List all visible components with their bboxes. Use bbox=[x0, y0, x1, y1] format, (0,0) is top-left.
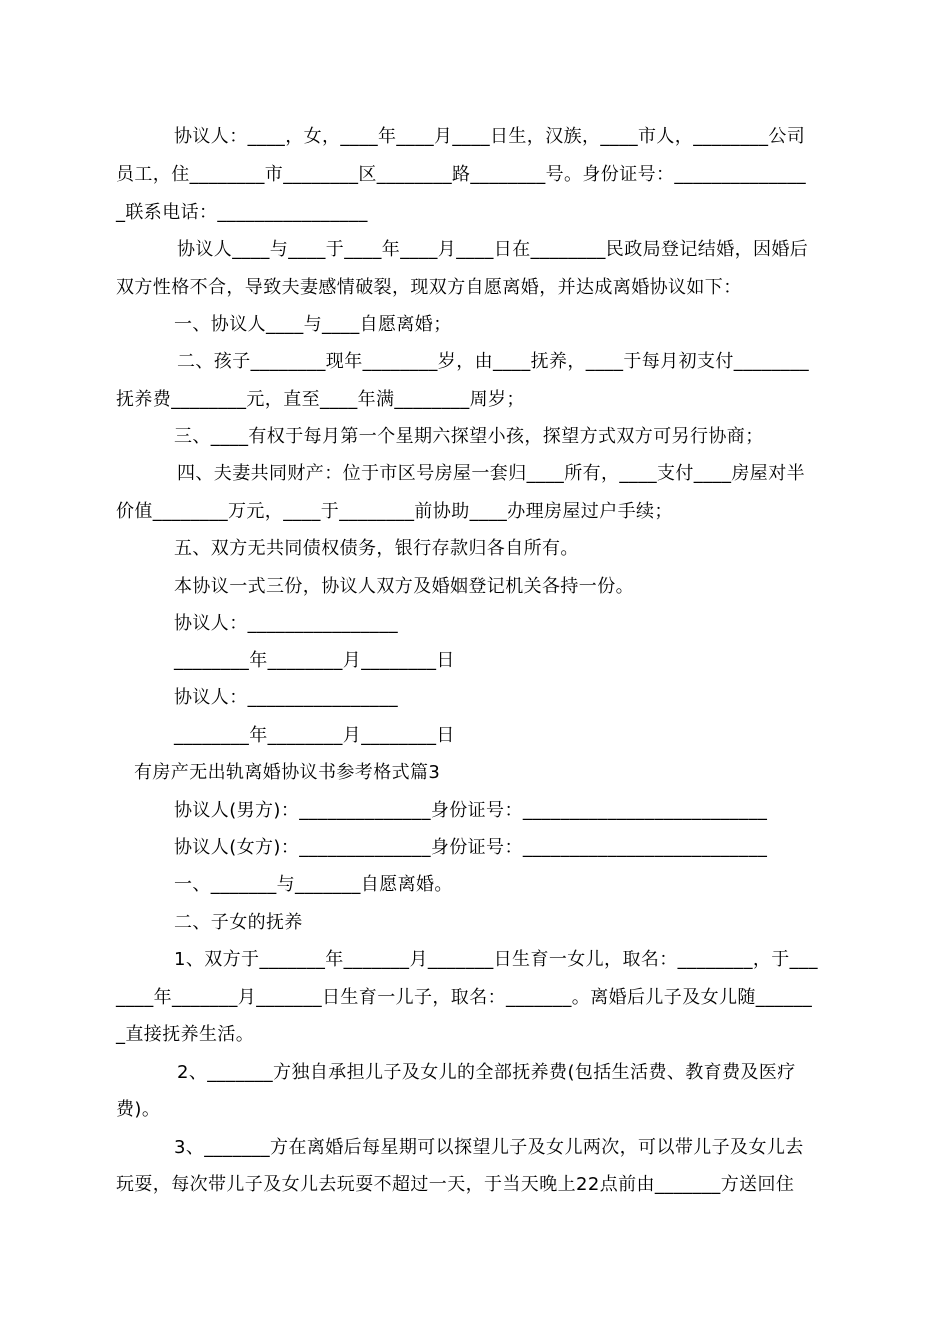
text-line-7: 二、孩子________现年________岁，由____抚养，____于每月初支付________ bbox=[177, 351, 809, 372]
text-line-2: 员工，住________市________区________路________号。身份证号：______________ bbox=[116, 164, 806, 185]
text-line-24: ____年_______月_______日生育一儿子，取名：_______。离婚后儿子及女儿随______ bbox=[116, 987, 813, 1008]
date-line-2: ________年________月________日 bbox=[174, 725, 455, 746]
signature-line-2: 协议人：________________ bbox=[174, 687, 398, 708]
signature-line-1: 协议人：________________ bbox=[174, 613, 398, 634]
text-line-27: 费)。 bbox=[116, 1099, 161, 1120]
text-line-8: 抚养费________元，直至____年满________周岁； bbox=[116, 389, 525, 410]
text-line-10: 四、夫妻共同财产：位于市区号房屋一套归____所有，____支付____房屋对半 bbox=[177, 463, 805, 484]
text-line-19: 协议人(男方)：______________身份证号：__________________________ bbox=[174, 800, 768, 821]
text-line-13: 本协议一式三份，协议人双方及婚姻登记机关各持一份。 bbox=[174, 576, 634, 597]
text-line-1: 协议人：____，女，____年____月____日生，汉族，____市人，________公司 bbox=[174, 126, 806, 147]
text-line-4: 协议人____与____于____年____月____日在________民政局登记结婚，因婚后 bbox=[177, 239, 809, 260]
text-line-29: 玩耍，每次带儿子及女儿去玩耍不超过一天，于当天晚上22点前由_______方送回住 bbox=[116, 1174, 795, 1195]
text-line-11: 价值________万元，____于________前协助____办理房屋过户手续； bbox=[116, 501, 673, 522]
text-line-5: 双方性格不合，导致夫妻感情破裂，现双方自愿离婚，并达成离婚协议如下： bbox=[116, 277, 742, 298]
text-line-22: 二、子女的抚养 bbox=[174, 912, 303, 933]
text-line-28: 3、_______方在离婚后每星期可以探望儿子及女儿两次，可以带儿子及女儿去 bbox=[174, 1137, 804, 1158]
text-line-25: _直接抚养生活。 bbox=[116, 1024, 255, 1045]
text-line-12: 五、双方无共同债权债务，银行存款归各自所有。 bbox=[174, 538, 579, 559]
text-line-6: 一、协议人____与____自愿离婚； bbox=[174, 314, 452, 335]
text-line-23: 1、双方于_______年_______月_______日生育一女儿，取名：________，于___ bbox=[174, 949, 818, 970]
text-line-21: 一、_______与_______自愿离婚。 bbox=[174, 874, 453, 895]
text-line-20: 协议人(女方)：______________身份证号：__________________________ bbox=[174, 837, 768, 858]
text-line-26: 2、_______方独自承担儿子及女儿的全部抚养费(包括生活费、教育费及医疗 bbox=[177, 1062, 796, 1083]
text-line-9: 三、____有权于每月第一个星期六探望小孩，探望方式双方可另行协商； bbox=[174, 426, 764, 447]
section-heading: 有房产无出轨离婚协议书参考格式篇3 bbox=[134, 762, 441, 783]
date-line-1: ________年________月________日 bbox=[174, 650, 455, 671]
text-line-3: _联系电话：________________ bbox=[116, 202, 368, 223]
